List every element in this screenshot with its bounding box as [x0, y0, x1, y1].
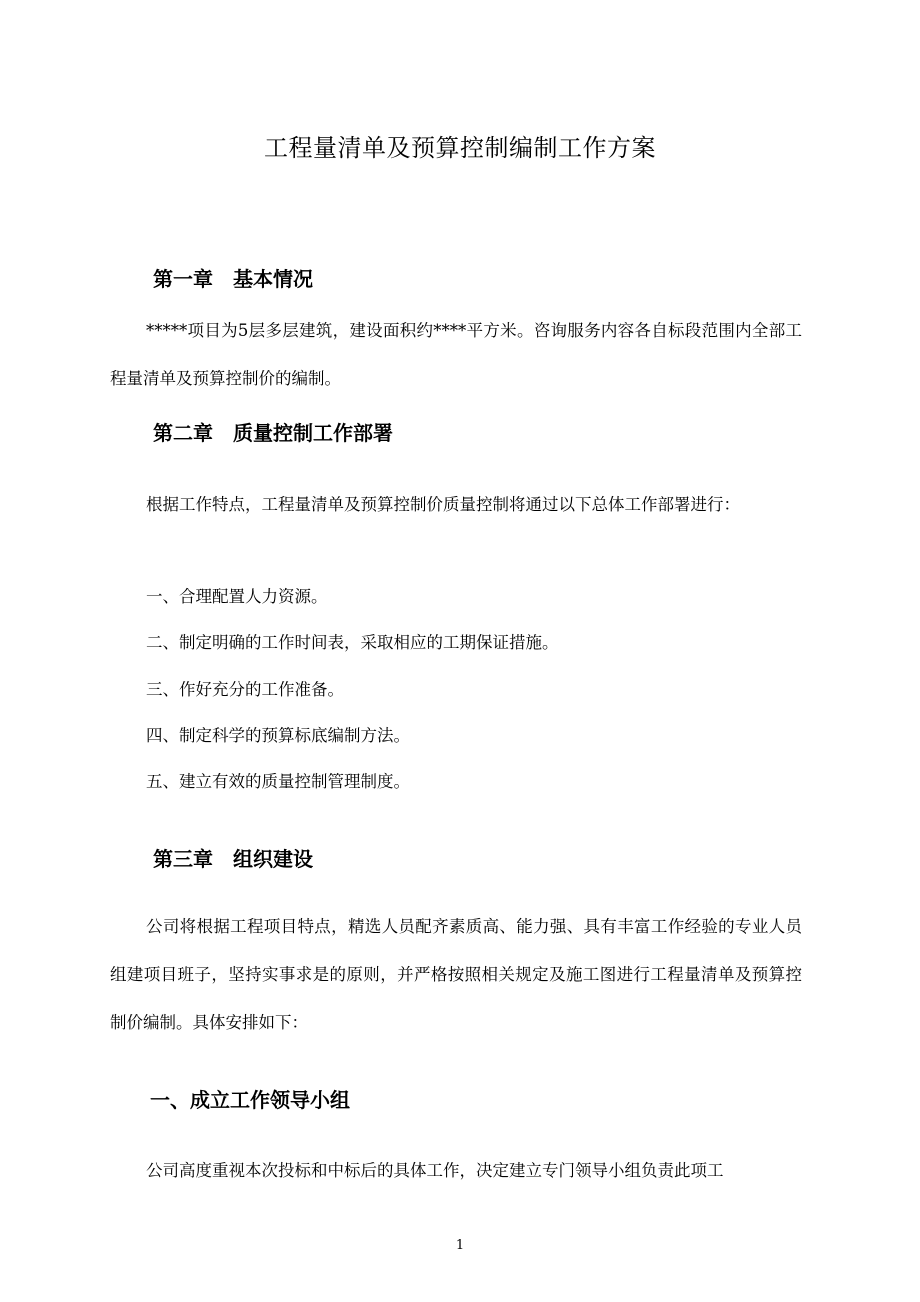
list-item: 五、建立有效的质量控制管理制度。 [146, 772, 410, 791]
chapter-2-intro: 根据工作特点，工程量清单及预算控制价质量控制将通过以下总体工作部署进行： [146, 495, 740, 514]
section-1-paragraph: 公司高度重视本次投标和中标后的具体工作，决定建立专门领导小组负责此项工 [146, 1161, 724, 1180]
chapter-2-heading: 第二章 质量控制工作部署 [153, 421, 393, 445]
page-number: 1 [455, 1238, 465, 1253]
list-item: 二、制定明确的工作时间表，采取相应的工期保证措施。 [146, 633, 559, 652]
chapter-3-paragraph: 公司将根据工程项目特点，精选人员配齐素质高、能力强、具有丰富工作经验的专业人员组建项目班子，坚持实事求是的原则，并严格按照相关规定及施工图进行工程量清单及预算控制价编制。具体安排如下： [110, 917, 802, 1032]
chapter-1-heading: 第一章 基本情况 [153, 267, 313, 291]
section-1-heading: 一、成立工作领导小组 [150, 1088, 350, 1112]
list-item: 三、作好充分的工作准备。 [146, 680, 344, 699]
chapter-3-heading: 第三章 组织建设 [153, 847, 313, 871]
list-item: 四、制定科学的预算标底编制方法。 [146, 726, 410, 745]
list-item: 一、合理配置人力资源。 [146, 587, 328, 606]
document-title: 工程量清单及预算控制编制工作方案 [264, 134, 656, 162]
chapter-1-paragraph: *****项目为5层多层建筑，建设面积约****平方米。咨询服务内容各自标段范围内全部工程量清单及预算控制价的编制。 [110, 321, 802, 388]
